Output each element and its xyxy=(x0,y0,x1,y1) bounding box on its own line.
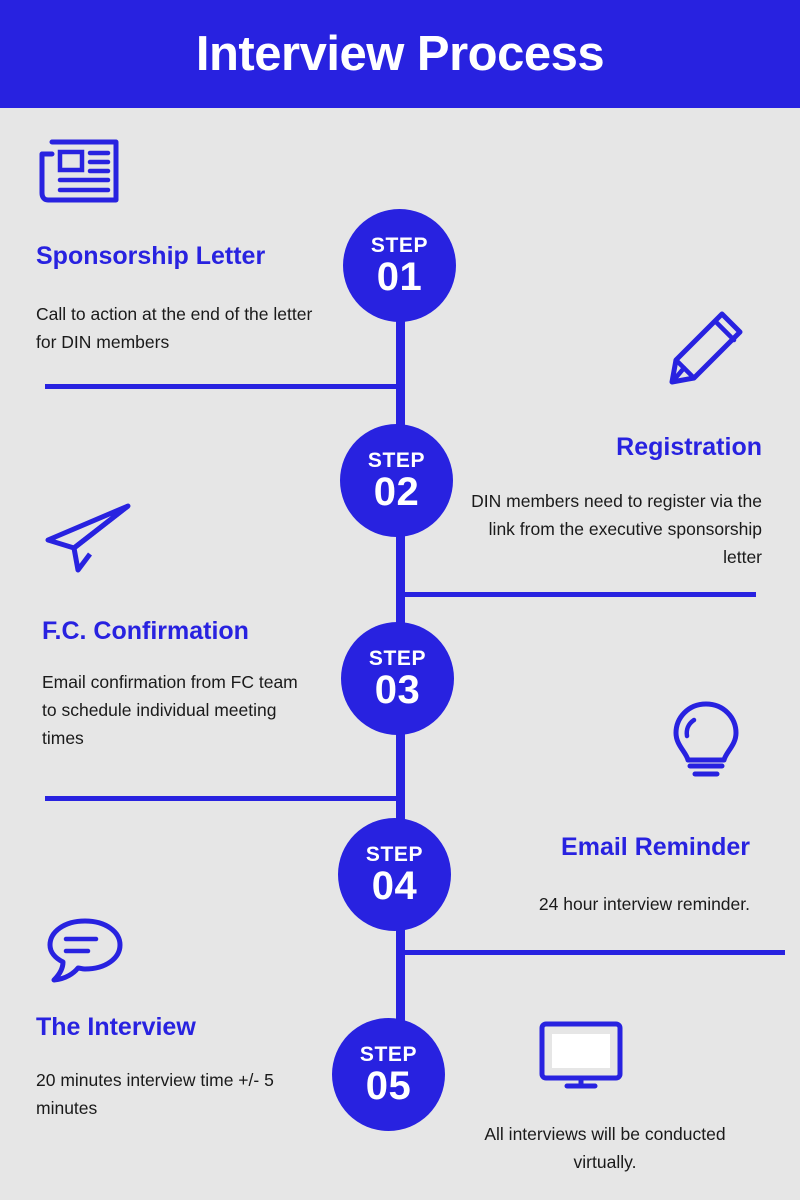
step-word-05: STEP xyxy=(359,1042,418,1066)
step-body-01: Call to action at the end of the letter for DIN members xyxy=(36,304,313,352)
step-word-03: STEP xyxy=(368,646,427,670)
speech-bubble-icon xyxy=(44,915,126,987)
step-body-04: 24 hour interview reminder. xyxy=(538,894,750,914)
step-number-03: 03 xyxy=(374,667,421,712)
connector-rule-01 xyxy=(45,384,400,389)
lightbulb-icon xyxy=(664,700,748,784)
step-body-03: Email confirmation from FC team to schedule individual meeting times xyxy=(42,672,298,748)
step-body-02: DIN members need to register via the link from the executive sponsorship letter xyxy=(471,491,762,567)
connector-rule-02 xyxy=(400,592,756,597)
step-title-03: F.C. Confirmation xyxy=(42,617,249,645)
step-circle-03 xyxy=(341,622,454,735)
step-word-04: STEP xyxy=(365,842,424,866)
step-title-05: The Interview xyxy=(36,1013,196,1041)
header-banner xyxy=(0,0,800,108)
step-number-04: 04 xyxy=(371,863,418,908)
step-title-02: Registration xyxy=(616,433,762,461)
step-circle-02 xyxy=(340,424,453,537)
closing-note: All interviews will be conducted virtually. xyxy=(484,1124,726,1172)
newspaper-icon xyxy=(38,128,124,208)
step-circle-01 xyxy=(343,209,456,322)
step-number-05: 05 xyxy=(365,1063,412,1108)
step-circle-04 xyxy=(338,818,451,931)
step-number-01: 01 xyxy=(376,254,423,299)
step-body-05: 20 minutes interview time +/- 5 minutes xyxy=(36,1070,274,1118)
step-number-02: 02 xyxy=(373,469,420,514)
page-title: Interview Process xyxy=(195,26,605,81)
connector-rule-03 xyxy=(45,796,400,801)
pencil-icon xyxy=(664,306,748,388)
step-word-01: STEP xyxy=(370,233,429,257)
connector-rule-04 xyxy=(400,950,785,955)
step-word-02: STEP xyxy=(367,448,426,472)
step-title-04: Email Reminder xyxy=(561,833,750,861)
step-title-01: Sponsorship Letter xyxy=(36,242,266,270)
paper-plane-icon xyxy=(42,500,132,574)
step-circle-05 xyxy=(332,1018,445,1131)
monitor-icon xyxy=(537,1018,625,1094)
